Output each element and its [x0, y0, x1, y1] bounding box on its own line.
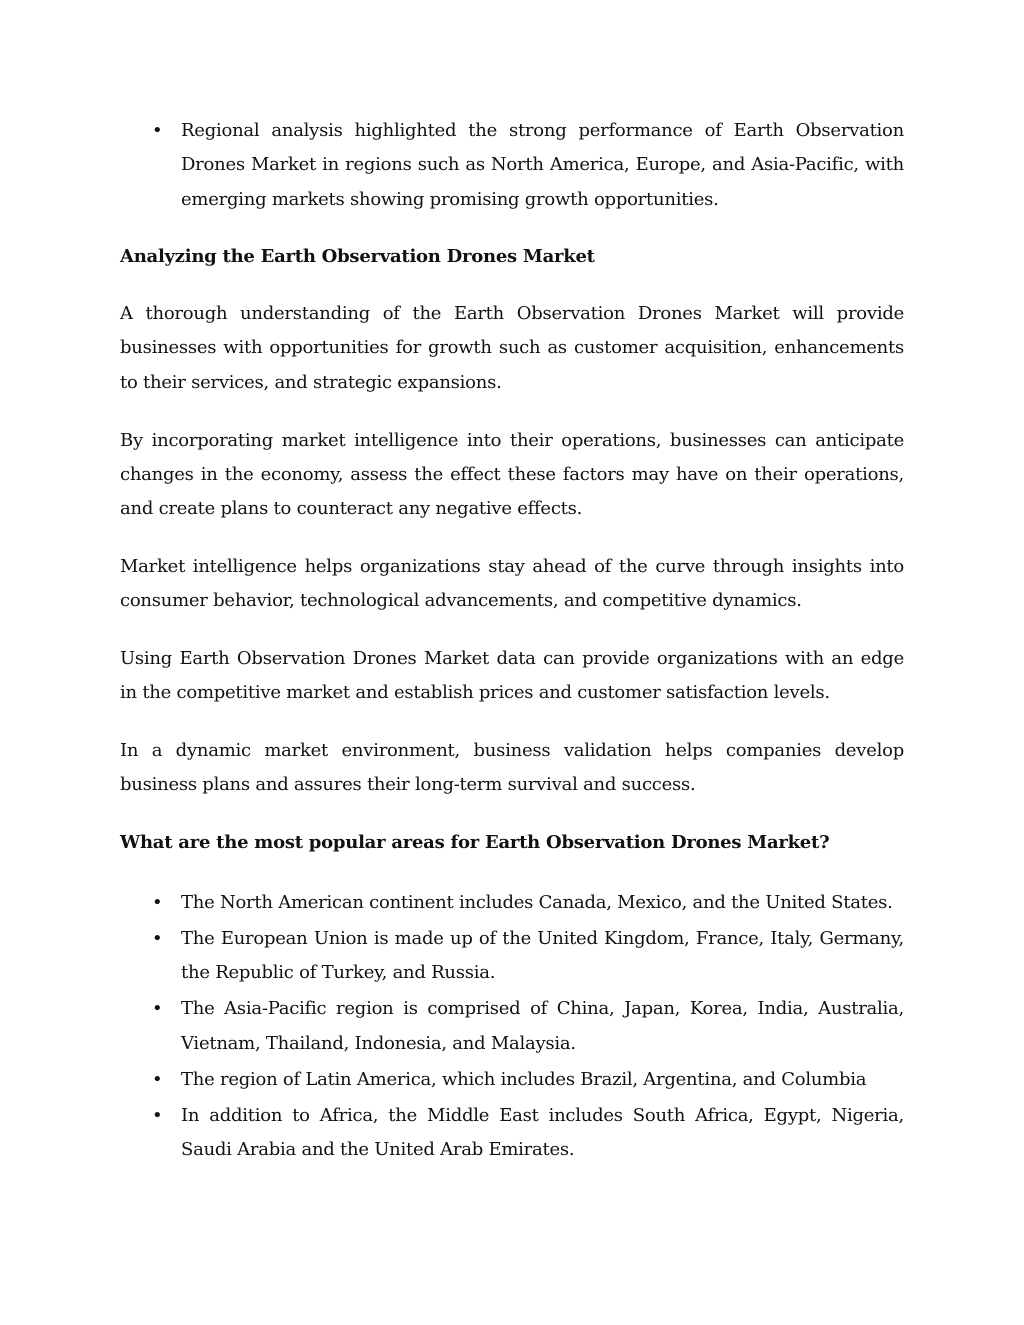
- regional-analysis-list: [120, 114, 904, 217]
- paragraph: Using Earth Observation Drones Market data can provide organizations with an edge in the competitive market and establish prices and customer satisfaction levels.: [120, 648, 904, 704]
- list-item: • In addition to Africa, the Middle East includes South Africa, Egypt, Nigeria, Saudi Arabia and the United Arab Emirates.: [120, 1099, 904, 1168]
- paragraph: A thorough understanding of the Earth Observation Drones Market will provide businesses with opportunities for growth such as customer acquisition, enhancements to their services, and strategic expansions.: [120, 303, 904, 393]
- list-item: • Regional analysis highlighted the strong performance of Earth Observation Drones Market in regions such as North America, Europe, and Asia-Pacific, with emerging markets showing promising growth opportunities.: [120, 114, 904, 217]
- paragraph: In a dynamic market environment, business validation helps companies develop business plans and assures their long-term survival and success.: [120, 740, 904, 796]
- document-page: [120, 114, 904, 1169]
- paragraph: By incorporating market intelligence into their operations, businesses can anticipate changes in the economy, assess the effect these factors may have on their operations, and create plans to counteract any negative effects.: [120, 429, 904, 520]
- list-item: • The European Union is made up of the United Kingdom, France, Italy, Germany, the Republic of Turkey, and Russia.: [120, 922, 904, 991]
- section-heading-analyzing: Analyzing the Earth Observation Drones Market: [120, 245, 595, 267]
- popular-areas-list: [120, 886, 904, 1168]
- list-item: • The Asia-Pacific region is comprised of China, Japan, Korea, India, Australia, Vietnam, Thailand, Indonesia, and Malaysia.: [120, 992, 904, 1061]
- section-heading-popular-areas: What are the most popular areas for Earth Observation Drones Market?: [120, 832, 830, 854]
- list-item: • The region of Latin America, which includes Brazil, Argentina, and Columbia: [120, 1063, 904, 1097]
- paragraph: Market intelligence helps organizations stay ahead of the curve through insights into consumer behavior, technological advancements, and competitive dynamics.: [120, 555, 904, 612]
- list-item: • The North American continent includes Canada, Mexico, and the United States.: [120, 886, 904, 920]
